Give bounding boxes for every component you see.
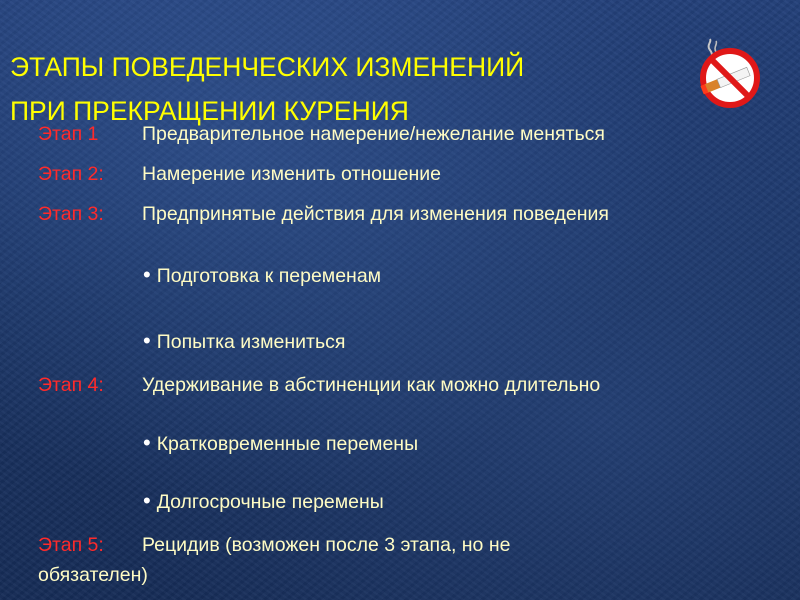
bullet-text: Долгосрочные перемены — [156, 491, 384, 513]
slide-title-line-2: ПРИ ПРЕКРАЩЕНИИ КУРЕНИЯ — [10, 96, 409, 126]
slide-title-line-1: ЭТАПЫ ПОВЕДЕНЧЕСКИХ ИЗМЕНЕНИЙ — [10, 52, 525, 82]
stage-4-text: Удерживание в абстиненции как можно длительно — [142, 374, 601, 396]
stage-3-label: Этап 3: — [38, 203, 104, 225]
stage-1-label: Этап 1 — [38, 123, 99, 145]
stage-3-bullet-2 — [143, 328, 345, 354]
stage-3-row — [38, 203, 609, 226]
bullet-text: Кратковременные перемены — [156, 433, 419, 455]
stage-2-label: Этап 2: — [38, 163, 104, 185]
stage-2-row — [38, 163, 441, 186]
stage-5-text-continued — [38, 564, 148, 587]
stage-4-row — [38, 374, 600, 397]
no-smoking-icon — [690, 38, 762, 110]
bullet-icon: • — [143, 262, 151, 287]
stage-5-text: Рецидив (возможен после 3 этапа, но не — [142, 534, 511, 556]
bullet-icon: • — [143, 430, 151, 455]
stage-5-text-cont: обязателен) — [38, 564, 148, 586]
stage-2-text: Намерение изменить отношение — [142, 163, 442, 185]
stage-3-text: Предпринятые действия для изменения поведения — [142, 203, 609, 225]
stage-1-row — [38, 123, 605, 146]
stage-4-bullet-2 — [143, 488, 384, 514]
stage-5-row — [38, 534, 510, 557]
stage-4-bullet-1 — [143, 430, 418, 456]
stage-1-text: Предварительное намерение/нежелание меняться — [142, 123, 605, 145]
stage-3-bullet-1 — [143, 262, 381, 288]
stage-5-label: Этап 5: — [38, 534, 104, 556]
bullet-text: Подготовка к переменам — [156, 265, 382, 287]
bullet-icon: • — [143, 328, 151, 353]
stage-4-label: Этап 4: — [38, 374, 104, 396]
bullet-text: Попытка измениться — [156, 331, 346, 353]
bullet-icon: • — [143, 488, 151, 513]
